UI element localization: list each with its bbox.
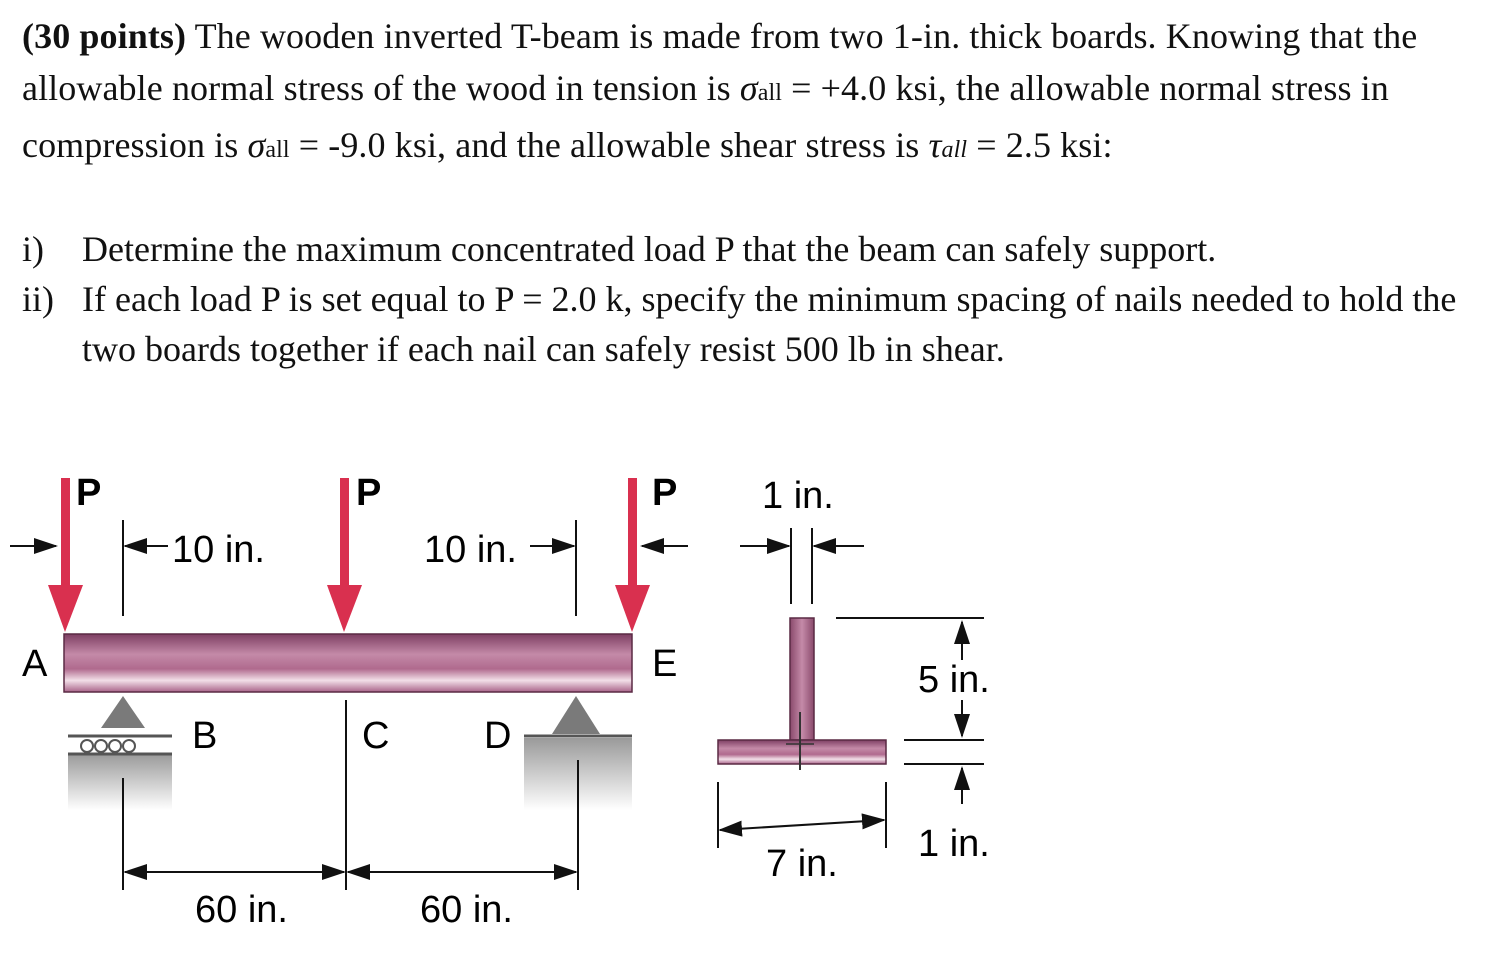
intro-text: The wooden inverted T-beam is made from two 1-in. thick boards. Knowing that the allowable normal stress of the wood in tension is [22,16,1418,108]
question-number: i) [22,229,44,269]
sigma-symbol-2: σ [247,125,266,165]
load-label-left: P [76,472,102,514]
tau-symbol: τ [928,125,942,165]
point-label-a: A [22,643,48,685]
question-text: Determine the maximum concentrated load P that the beam can safely support. [82,229,1217,269]
dim-web-thickness: 1 in. [762,475,834,517]
point-label-d: D [484,715,512,757]
shear-value: = 2.5 ksi: [967,125,1113,165]
question-text: If each load P is set equal to P = 2.0 k, specify the minimum spacing of nails needed to hold the two boards together if each nail can safely resist 500 lb in shear. [82,279,1457,369]
sigma-symbol: σ [739,68,758,108]
beam-body [64,634,632,692]
dim-span-cd: 60 in. [420,889,513,931]
sigma-subscript: all [757,80,783,106]
compression-value: = -9.0 ksi, and the allowable shear stress is [289,125,929,165]
dim-overhang-left: 10 in. [172,529,265,571]
roller-support-b [68,696,172,810]
tension-value: = +4.0 ksi, the allowable normal stress in compression is [22,68,1389,165]
load-label-right: P [652,472,678,514]
point-label-c: C [362,715,390,757]
dim-span-bc: 60 in. [195,889,288,931]
sigma-subscript-2: all [265,137,290,163]
load-arrow-right [615,478,650,632]
dim-web-height: 5 in. [918,659,990,701]
section-web [790,618,814,740]
question-number: ii) [22,279,54,319]
dim-flange-thickness: 1 in. [918,823,990,865]
point-label-b: B [192,715,218,757]
dim-overhang-right: 10 in. [424,529,517,571]
point-label-e: E [652,643,678,685]
load-label-center: P [356,472,382,514]
tau-subscript: all [941,137,968,163]
dim-flange-line [720,820,884,830]
points-label: (30 points) [22,16,187,56]
dim-flange-width: 7 in. [766,843,838,885]
